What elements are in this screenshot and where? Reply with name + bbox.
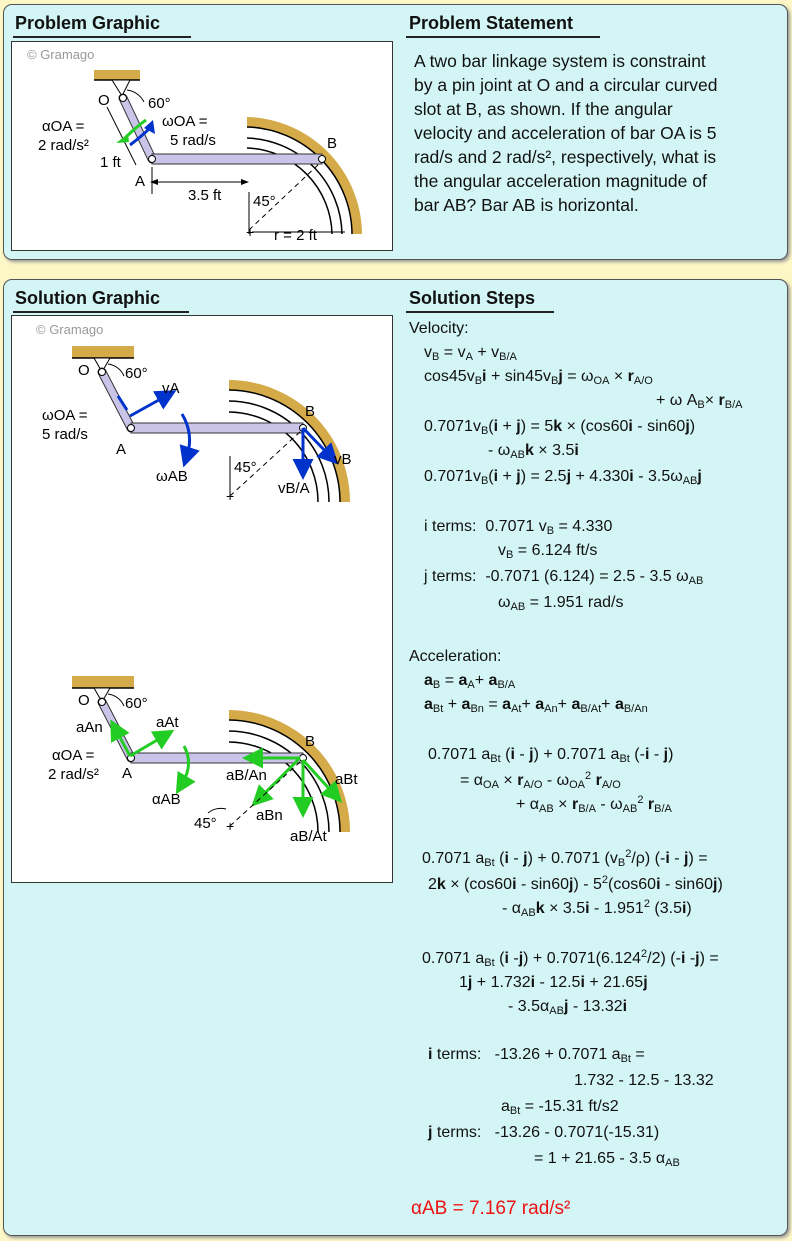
solution-steps-title: Solution Steps xyxy=(409,288,535,308)
ground-support xyxy=(94,70,140,80)
eq: 0.7071 $a_{Bt}$ (i $-j) + 0.7071(6.124^2/2)$ (-i -j) = xyxy=(422,948,719,969)
eq: - $\alpha_{AB}k \times 3.5i - 1.951^2$ (3.5i) xyxy=(502,898,692,919)
eq: $v_B = 6.124$ ft/s xyxy=(498,542,598,561)
label-60: 60° xyxy=(125,695,148,712)
eq: 0.7071 $a_{Bt}$ (i - j) + 0.7071 $(v_B^2/\rho)$ (-i - j) = xyxy=(422,848,708,869)
label-alpha-oa-value: 2 rad/s² xyxy=(38,137,89,154)
problem-graphic-title: Problem Graphic xyxy=(15,13,161,33)
label-omega-oa-value: 5 rad/s xyxy=(42,426,88,443)
label-abn: aBn xyxy=(256,807,283,824)
statement-line: bar AB? Bar AB is horizontal. xyxy=(414,195,639,215)
eq: $a_B = a_A+ a_{B/A}$ xyxy=(424,672,516,691)
label-60: 60° xyxy=(148,95,171,112)
eq: j terms: -13.26 - 0.7071(-15.31) xyxy=(428,1124,660,1141)
label-vba: vB/A xyxy=(278,480,310,497)
label-1ft: 1 ft xyxy=(100,154,121,171)
eq: = $\alpha_{OA} \times r_{A/O} - \omega_{OA}^2$ $r_{A/O}$ xyxy=(460,770,621,791)
svg-text:+: + xyxy=(226,818,235,834)
label-a: A xyxy=(116,441,127,458)
statement-line: slot at B, as shown. If the angular xyxy=(414,99,673,119)
label-b: B xyxy=(305,403,316,420)
label-omega-oa: ωOA = xyxy=(162,113,208,130)
acceleration-diagram xyxy=(48,676,358,845)
velocity-heading: Velocity: xyxy=(409,320,469,337)
label-radius: r = 2 ft xyxy=(274,227,317,244)
eq: + $\alpha_{AB} \times r_{B/A} - \omega_{AB}^2$ $r_{B/A}$ xyxy=(516,794,672,815)
slot-outer-wall xyxy=(247,117,362,234)
label-b: B xyxy=(327,135,338,152)
label-a: A xyxy=(122,765,133,782)
eq: + ω $A_B\times r_{B/A}$ xyxy=(656,392,743,411)
pin-b xyxy=(319,156,326,163)
label-b: B xyxy=(305,733,316,750)
eq: $2k \times (\cos 60i - \sin 60j) - 5^2(\cos 60i - \sin 60j)$ xyxy=(428,874,723,893)
pin-o xyxy=(120,95,127,102)
eq: i terms: -13.26 + 0.7071 $a_{Bt}$ = xyxy=(428,1046,645,1065)
label-45: 45° xyxy=(253,193,276,210)
eq: - $3.5\alpha_{AB}j - 13.32i$ xyxy=(508,998,628,1017)
bar-ab xyxy=(152,154,322,164)
label-alpha-oa-value: 2 rad/s² xyxy=(48,766,99,783)
acceleration-heading: Acceleration: xyxy=(409,648,502,665)
eq: 1.732 - 12.5 - 13.32 xyxy=(574,1072,714,1089)
solution-steps-underline xyxy=(406,311,554,313)
problem-panel xyxy=(3,4,788,260)
problem-statement-underline xyxy=(406,36,600,38)
label-vb: vB xyxy=(334,451,352,468)
eq: $a_{Bt} = -15.31$ ft/s2 xyxy=(501,1098,619,1117)
label-3-5ft: 3.5 ft xyxy=(188,187,222,204)
statement-line: rad/s and 2 rad/s², respectively, what is xyxy=(414,147,717,167)
eq: j terms: -0.7071 (6.124) = 2.5 - 3.5 $\omega_{AB}$ xyxy=(424,568,704,587)
pin-support xyxy=(112,80,130,96)
svg-text:+: + xyxy=(246,224,255,240)
label-aban: aB/An xyxy=(226,767,267,784)
label-a: A xyxy=(135,173,146,190)
label-45: 45° xyxy=(234,459,257,476)
problem-graphic-underline xyxy=(13,36,191,38)
label-alpha-ab: αAB xyxy=(152,791,181,808)
problem-statement-title: Problem Statement xyxy=(409,13,574,33)
eq: - $\omega_{AB}k \times 3.5i$ xyxy=(488,442,579,461)
solution-graphic-underline xyxy=(13,311,189,313)
eq: i terms: 0.7071 $v_B = 4.330$ xyxy=(424,518,613,537)
label-aat: aAt xyxy=(156,714,179,731)
solution-graphic-title: Solution Graphic xyxy=(15,288,161,308)
statement-line: by a pin joint at O and a circular curved xyxy=(414,75,718,95)
label-aan: aAn xyxy=(76,719,103,736)
label-o: O xyxy=(98,92,110,109)
label-o: O xyxy=(78,692,90,709)
watermark: © Gramago xyxy=(27,47,95,62)
solution-diagram xyxy=(12,316,392,882)
problem-figure xyxy=(11,41,393,251)
eq: 1j + 1.732i - 12.5i + 21.65j xyxy=(459,974,648,991)
statement-line: velocity and acceleration of bar OA is 5 xyxy=(414,123,717,143)
label-o: O xyxy=(78,362,90,379)
eq: 0.7071 $a_{Bt}$ (i - j) + 0.7071 $a_{Bt}$ (-i - j) xyxy=(428,746,674,765)
solution-figure xyxy=(11,315,393,883)
eq: $0.7071v_B(i + j) = 5k \times (\cos 60i - \sin 60j)$ xyxy=(424,418,696,437)
eq: $v_B = v_A + v_{B/A}$ xyxy=(424,344,517,363)
pin-a xyxy=(149,156,156,163)
velocity-diagram xyxy=(42,346,352,504)
label-abt: aBt xyxy=(335,771,358,788)
label-omega-oa: ωOA = xyxy=(42,407,88,424)
problem-statement xyxy=(414,49,784,217)
problem-diagram xyxy=(12,42,392,250)
label-abat: aB/At xyxy=(290,828,327,845)
watermark: © Gramago xyxy=(36,322,104,337)
eq: $\omega_{AB} = 1.951$ rad/s xyxy=(498,594,624,613)
eq: $0.7071v_B(i + j) = 2.5j + 4.330i - 3.5\omega_{AB}j$ xyxy=(424,468,702,487)
label-va: vA xyxy=(162,380,180,397)
label-omega-ab: ωAB xyxy=(156,468,188,485)
eq: $\cos 45v_Bi + \sin 45v_Bj = \omega_{OA} \times r_{A/O}$ xyxy=(424,368,653,387)
statement-line: A two bar linkage system is constraint xyxy=(414,51,706,71)
label-60: 60° xyxy=(125,365,148,382)
svg-text:+: + xyxy=(226,488,235,504)
solution-panel xyxy=(3,279,788,1236)
eq: = 1 + 21.65 - 3.5 $\alpha_{AB}$ xyxy=(534,1150,680,1169)
final-answer: αAB = 7.167 rad/s² xyxy=(411,1198,571,1219)
label-45: 45° xyxy=(194,815,217,832)
label-alpha-oa: αOA = xyxy=(52,747,95,764)
statement-line: the angular acceleration magnitude of xyxy=(414,171,707,191)
label-alpha-oa: αOA = xyxy=(42,118,85,135)
eq: $a_{Bt} + a_{Bn} = a_{At}+ a_{An}+ a_{B/At}+ a_{B/An}$ xyxy=(424,696,648,715)
label-omega-oa-value: 5 rad/s xyxy=(170,132,216,149)
